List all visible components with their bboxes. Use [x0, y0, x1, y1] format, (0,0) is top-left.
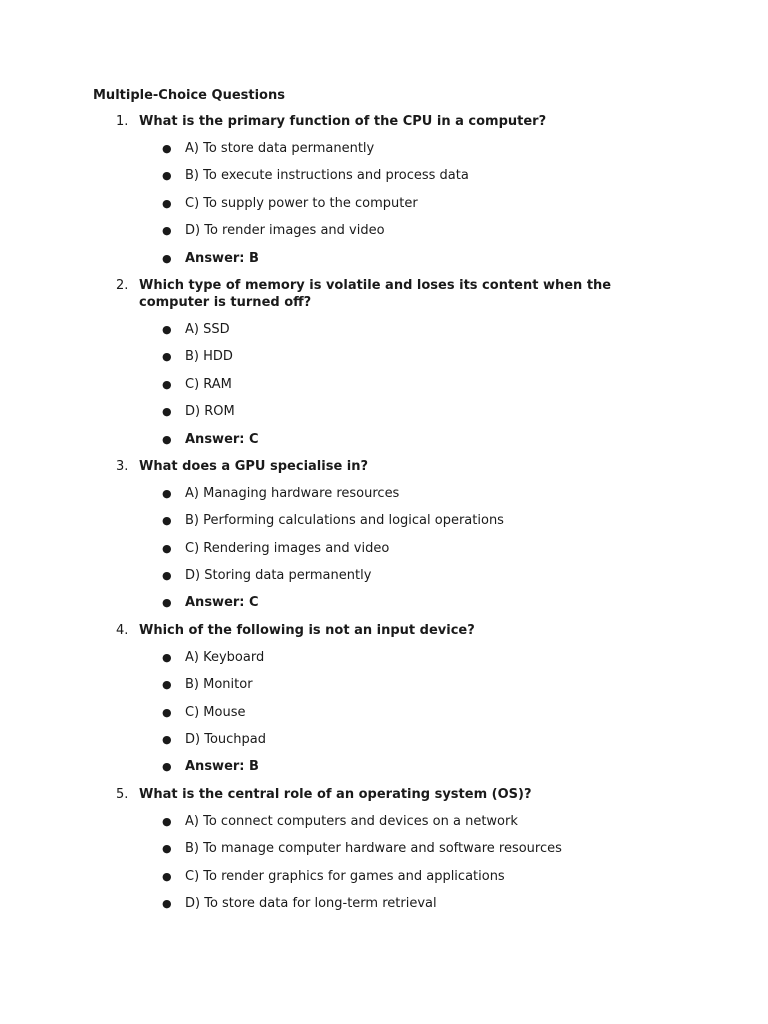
- option-text: D) To store data for long-term retrieval: [185, 895, 437, 911]
- question-text: What is the primary function of the CPU in a computer?: [139, 114, 547, 129]
- option-b: [93, 348, 768, 365]
- bullet-icon: ●: [162, 405, 172, 419]
- question-number: 4.: [116, 622, 129, 638]
- option-a: [93, 485, 768, 502]
- bullet-icon: ●: [162, 569, 172, 583]
- option-text: A) To connect computers and devices on a network: [185, 813, 518, 829]
- bullet-icon: ●: [162, 650, 172, 664]
- option-text: C) RAM: [185, 376, 232, 392]
- option-b: [93, 676, 768, 693]
- option-text: D) ROM: [185, 404, 235, 420]
- bullet-icon: ●: [162, 432, 172, 446]
- option-d: [93, 895, 768, 912]
- question-text: What is the central role of an operating system (OS)?: [139, 786, 532, 802]
- bullet-icon: ●: [162, 869, 172, 883]
- option-text: C) To render graphics for games and applications: [185, 868, 505, 884]
- option-b: [93, 840, 768, 857]
- option-text: B) Performing calculations and logical operations: [185, 513, 504, 529]
- bullet-icon: ●: [162, 705, 172, 719]
- answer-line: [93, 250, 768, 267]
- answer-text: Answer: B: [185, 250, 259, 266]
- bullet-icon: ●: [162, 142, 172, 155]
- answer-text: Answer: C: [185, 595, 259, 611]
- option-b: [93, 167, 768, 184]
- option-b: [93, 512, 768, 529]
- option-text: C) Mouse: [185, 704, 246, 720]
- option-text: A) To store data permanently: [185, 141, 375, 156]
- option-text: B) HDD: [185, 349, 233, 365]
- question-2: [93, 277, 768, 448]
- bullet-icon: ●: [162, 224, 172, 238]
- answer-line: [93, 594, 768, 611]
- question-number: 5.: [116, 786, 129, 802]
- option-d: [93, 222, 768, 239]
- option-d: [93, 731, 768, 748]
- option-list: [93, 485, 768, 612]
- bullet-icon: ●: [162, 514, 172, 528]
- bullet-icon: ●: [162, 251, 172, 265]
- bullet-icon: ●: [162, 486, 172, 500]
- option-list: [93, 321, 768, 448]
- question-number: 2.: [116, 277, 129, 293]
- option-text: B) To manage computer hardware and software resources: [185, 841, 562, 857]
- option-text: D) Touchpad: [185, 732, 266, 748]
- option-a: [93, 649, 768, 666]
- option-text: A) Keyboard: [185, 649, 265, 665]
- question-4: [93, 622, 768, 776]
- answer-line: [93, 431, 768, 448]
- option-text: D) Storing data permanently: [185, 568, 372, 584]
- question-number: 3.: [116, 458, 129, 474]
- option-d: [93, 567, 768, 584]
- option-text: B) Monitor: [185, 677, 253, 693]
- option-list: [93, 649, 768, 776]
- bullet-icon: ●: [162, 733, 172, 747]
- bullet-icon: ●: [162, 896, 172, 910]
- option-c: [93, 704, 768, 721]
- option-list: [93, 813, 768, 912]
- bullet-icon: ●: [162, 541, 172, 555]
- option-text: A) SSD: [185, 321, 230, 337]
- bullet-icon: ●: [162, 196, 172, 210]
- option-a: [93, 140, 768, 157]
- question-list: [93, 113, 768, 912]
- bullet-icon: ●: [162, 377, 172, 391]
- option-text: A) Managing hardware resources: [185, 485, 400, 501]
- option-c: [93, 540, 768, 557]
- question-text: Which type of memory is volatile and loses its content when the computer is turned off?: [139, 277, 612, 310]
- option-text: D) To render images and video: [185, 223, 385, 239]
- question-text: What does a GPU specialise in?: [139, 458, 369, 474]
- option-c: [93, 195, 768, 212]
- option-text: B) To execute instructions and process data: [185, 168, 469, 184]
- document-title: Multiple-Choice Questions: [93, 88, 285, 103]
- option-c: [93, 376, 768, 393]
- option-a: [93, 813, 768, 830]
- bullet-icon: ●: [162, 169, 172, 183]
- bullet-icon: ●: [162, 678, 172, 692]
- bullet-icon: ●: [162, 596, 172, 610]
- bullet-icon: ●: [162, 350, 172, 364]
- option-d: [93, 403, 768, 420]
- option-text: C) To supply power to the computer: [185, 195, 418, 211]
- question-number: 1.: [116, 114, 129, 129]
- question-1: [93, 113, 768, 267]
- bullet-icon: ●: [162, 760, 172, 774]
- question-text: Which of the following is not an input device?: [139, 622, 475, 638]
- option-list: [93, 140, 768, 267]
- question-3: [93, 458, 768, 612]
- answer-text: Answer: C: [185, 431, 259, 447]
- answer-text: Answer: B: [185, 759, 259, 775]
- bullet-icon: ●: [162, 322, 172, 336]
- bullet-icon: ●: [162, 814, 172, 828]
- question-5: [93, 786, 768, 912]
- option-text: C) Rendering images and video: [185, 540, 390, 556]
- answer-line: [93, 758, 768, 775]
- option-a: [93, 321, 768, 338]
- bullet-icon: ●: [162, 842, 172, 856]
- option-c: [93, 868, 768, 885]
